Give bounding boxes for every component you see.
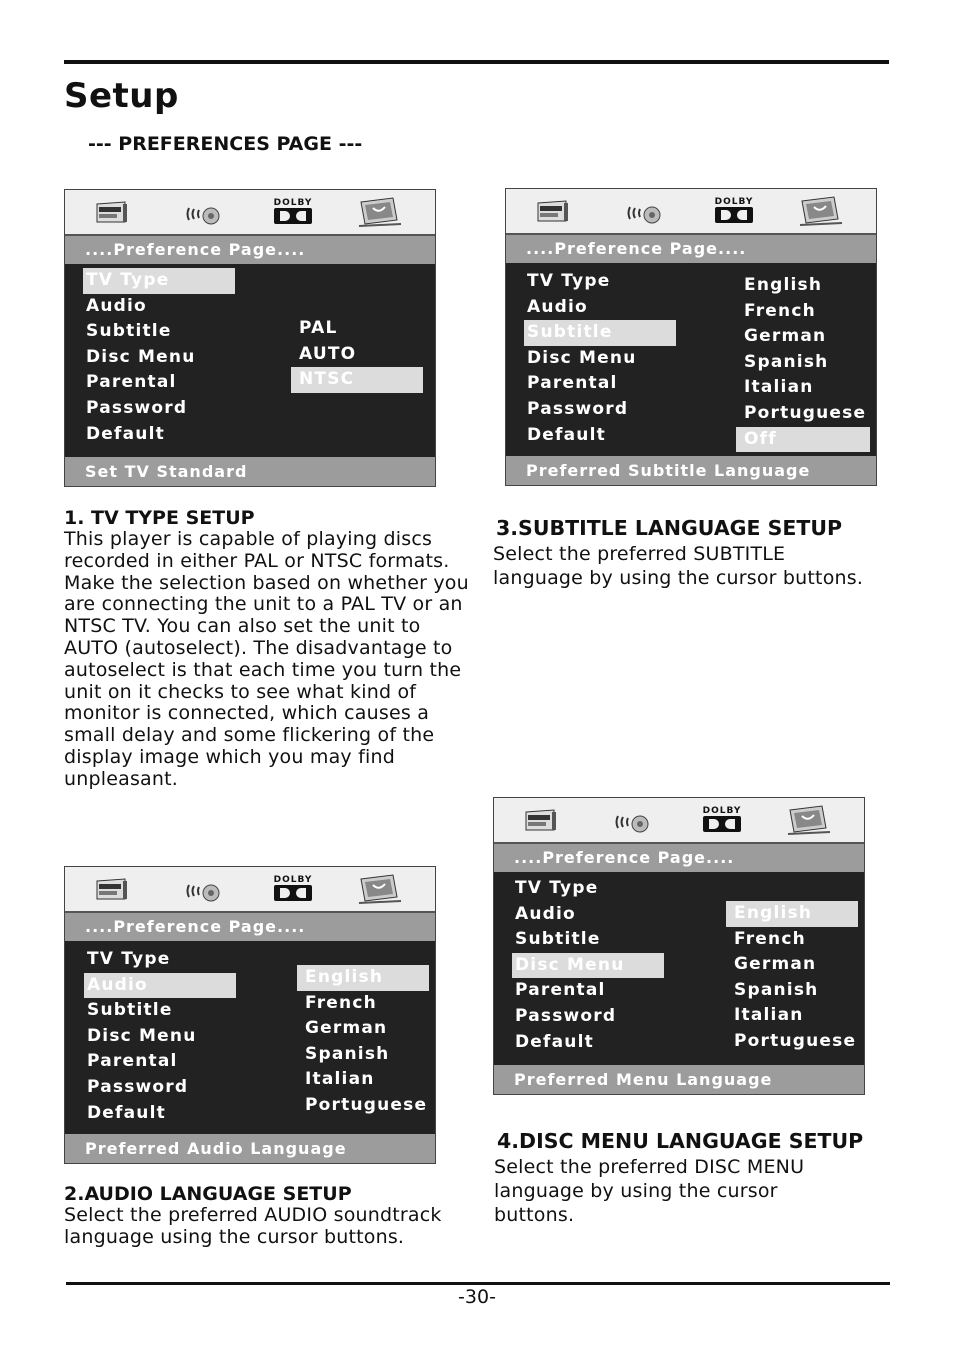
osd-footer: Preferred Menu Language — [494, 1065, 864, 1094]
dolby-logo — [274, 208, 312, 224]
option-pal[interactable]: PAL — [299, 318, 338, 338]
section-2-heading: 2.AUDIO LANGUAGE SETUP — [64, 1183, 352, 1205]
section-1-heading: 1. TV TYPE SETUP — [64, 507, 255, 529]
option-french[interactable]: French — [305, 992, 377, 1013]
osd-icon-bar — [65, 867, 435, 913]
option-portuguese[interactable]: Portuguese — [734, 1030, 857, 1051]
osd-options — [736, 273, 870, 452]
body-line: small delay and some flickering of the — [64, 724, 435, 747]
section-2-body — [64, 1205, 484, 1249]
osd-tv-type-screen — [64, 189, 436, 487]
menu-item-password[interactable]: Password — [87, 1076, 189, 1097]
body-line: Select the preferred DISC MENU — [494, 1156, 805, 1178]
tv-icon — [95, 200, 129, 224]
menu-item-password[interactable]: Password — [86, 397, 188, 418]
osd-options — [291, 316, 423, 393]
preference-icon — [355, 873, 403, 905]
body-line: language by using the cursor buttons. — [493, 567, 864, 589]
option-off[interactable]: Off — [736, 427, 870, 453]
dolby-icon — [273, 198, 313, 228]
section-4-heading: 4.DISC MENU LANGUAGE SETUP — [497, 1129, 864, 1153]
option-spanish[interactable]: Spanish — [734, 979, 819, 1000]
menu-item-audio[interactable]: Audio — [527, 296, 588, 317]
body-line: Select the preferred AUDIO soundtrack — [64, 1204, 442, 1226]
preference-icon — [796, 195, 844, 227]
dolby-label: DOLBY — [273, 198, 313, 208]
osd-options — [297, 965, 429, 1119]
menu-item-parental[interactable]: Parental — [515, 980, 606, 1001]
option-portuguese[interactable]: Portuguese — [305, 1094, 428, 1115]
osd-menu — [512, 876, 664, 1055]
option-spanish[interactable]: Spanish — [305, 1043, 390, 1064]
preference-icon — [355, 196, 403, 228]
page-number: -30- — [458, 1286, 496, 1308]
menu-item-parental[interactable]: Parental — [86, 372, 177, 393]
osd-footer: Preferred Subtitle Language — [506, 456, 876, 485]
body-line: autoselect is that each time you turn the — [64, 658, 462, 681]
osd-body — [494, 872, 864, 1066]
body-line: unit on it checks to see what kind of — [64, 680, 417, 703]
osd-icon-bar — [506, 189, 876, 235]
option-english[interactable]: English — [297, 965, 429, 991]
section-3-heading: 3.SUBTITLE LANGUAGE SETUP — [496, 516, 843, 540]
dolby-label: DOLBY — [702, 806, 742, 816]
section-3-body — [493, 542, 913, 590]
section-1-body — [64, 529, 484, 791]
osd-subtitle-screen — [505, 188, 877, 486]
menu-item-parental[interactable]: Parental — [87, 1051, 178, 1072]
page-title: Setup — [64, 76, 179, 116]
tv-icon — [524, 808, 558, 832]
osd-body — [506, 263, 876, 457]
tv-icon — [95, 877, 129, 901]
dolby-logo — [715, 207, 753, 223]
tv-icon — [536, 199, 570, 223]
speaker-icon — [185, 202, 225, 224]
osd-footer: Set TV Standard — [65, 457, 435, 486]
dolby-icon — [714, 197, 754, 227]
body-line: Make the selection based on whether you — [64, 571, 469, 594]
osd-header: ....Preference Page.... — [65, 236, 435, 264]
menu-item-default[interactable]: Default — [87, 1102, 166, 1123]
menu-item-disc-menu[interactable]: Disc Menu — [527, 347, 637, 368]
osd-menu — [84, 947, 236, 1126]
menu-item-subtitle[interactable]: Subtitle — [515, 929, 601, 950]
menu-item-password[interactable]: Password — [515, 1005, 617, 1026]
body-line: AUTO (autoselect). The disadvantage to — [64, 636, 453, 659]
option-italian[interactable]: Italian — [305, 1069, 375, 1090]
menu-item-subtitle[interactable]: Subtitle — [87, 1000, 173, 1021]
option-german[interactable]: German — [734, 954, 817, 975]
dolby-label: DOLBY — [273, 875, 313, 885]
dolby-label: DOLBY — [714, 197, 754, 207]
option-ntsc[interactable]: NTSC — [291, 367, 423, 393]
menu-item-tv-type[interactable]: TV Type — [515, 878, 599, 898]
body-line: are connecting the unit to a PAL TV or an — [64, 593, 463, 616]
osd-disc-menu-screen — [493, 797, 865, 1095]
top-rule — [64, 60, 889, 64]
menu-item-audio[interactable]: Audio — [515, 903, 576, 924]
osd-header: ....Preference Page.... — [506, 235, 876, 263]
menu-item-disc-menu[interactable]: Disc Menu — [86, 346, 196, 367]
body-line: display image which you may find — [64, 745, 395, 768]
osd-options — [726, 901, 858, 1055]
speaker-icon — [185, 879, 225, 901]
body-line: Select the preferred SUBTITLE — [493, 543, 786, 565]
menu-item-subtitle[interactable]: Subtitle — [524, 320, 676, 346]
body-line: recorded in either PAL or NTSC formats. — [64, 549, 450, 572]
option-german[interactable]: German — [744, 326, 827, 347]
osd-icon-bar — [65, 190, 435, 236]
menu-item-tv-type[interactable]: TV Type — [87, 949, 171, 969]
menu-item-password[interactable]: Password — [527, 398, 629, 419]
menu-item-default[interactable]: Default — [515, 1031, 594, 1052]
body-line: monitor is connected, which causes a — [64, 702, 430, 725]
body-line: NTSC TV. You can also set the unit to — [64, 615, 421, 638]
menu-item-tv-type[interactable]: TV Type — [527, 271, 611, 291]
body-line: This player is capable of playing discs — [64, 528, 433, 550]
menu-item-default[interactable]: Default — [86, 423, 165, 444]
osd-header: ....Preference Page.... — [494, 844, 864, 872]
osd-menu — [83, 268, 235, 447]
option-german[interactable]: German — [305, 1018, 388, 1039]
osd-menu — [524, 269, 676, 448]
osd-icon-bar — [494, 798, 864, 844]
menu-item-audio[interactable]: Audio — [84, 973, 236, 999]
dolby-logo — [274, 885, 312, 901]
menu-item-audio[interactable]: Audio — [86, 295, 147, 316]
body-line: language using the cursor buttons. — [64, 1225, 405, 1248]
osd-body — [65, 264, 435, 458]
option-english[interactable]: English — [726, 901, 858, 927]
body-line: language by using the cursor — [494, 1180, 778, 1202]
speaker-icon — [614, 810, 654, 832]
menu-item-disc-menu[interactable]: Disc Menu — [87, 1025, 197, 1046]
body-line: unpleasant. — [64, 767, 179, 790]
osd-footer: Preferred Audio Language — [65, 1134, 435, 1163]
option-portuguese[interactable]: Portuguese — [744, 402, 867, 423]
option-french[interactable]: French — [744, 300, 816, 321]
speaker-icon — [626, 201, 666, 223]
bottom-rule — [66, 1282, 890, 1285]
menu-item-tv-type[interactable]: TV Type — [83, 268, 235, 294]
option-italian[interactable]: Italian — [734, 1005, 804, 1026]
section-4-body — [494, 1155, 914, 1227]
option-italian[interactable]: Italian — [744, 377, 814, 398]
menu-item-subtitle[interactable]: Subtitle — [86, 321, 172, 342]
dolby-icon — [702, 806, 742, 836]
dolby-logo — [703, 816, 741, 832]
menu-item-default[interactable]: Default — [527, 424, 606, 445]
option-english[interactable]: English — [744, 275, 823, 295]
option-french[interactable]: French — [734, 928, 806, 949]
dolby-icon — [273, 875, 313, 905]
osd-body — [65, 941, 435, 1135]
preference-icon — [784, 804, 832, 836]
option-spanish[interactable]: Spanish — [744, 351, 829, 372]
osd-header: ....Preference Page.... — [65, 913, 435, 941]
menu-item-disc-menu[interactable]: Disc Menu — [512, 953, 664, 979]
page-subtitle: --- PREFERENCES PAGE --- — [88, 133, 363, 155]
osd-audio-screen — [64, 866, 436, 1164]
option-auto[interactable]: AUTO — [299, 343, 357, 364]
body-line: buttons. — [494, 1204, 575, 1226]
menu-item-parental[interactable]: Parental — [527, 373, 618, 394]
